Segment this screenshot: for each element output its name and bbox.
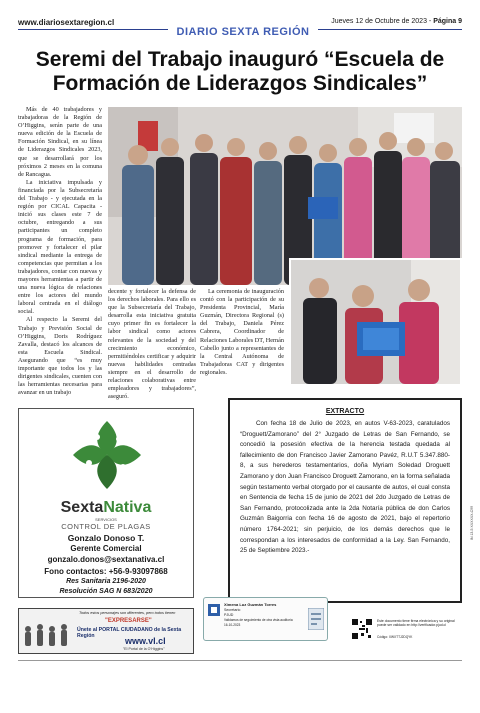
verification-qr — [351, 618, 462, 642]
sexta-nativa-ad — [18, 408, 194, 598]
paragraph: La iniciativa impulsada y financiada por la Subsecretaría del Trabajo - y ejecutada en la región por CICAL Capacita - inició sus clases este 7 de octubre, entregando a sus participantes un completo programa de formación, para promover y fortalecer el pilar sindical mediante la entrega de competencias que permitan a los trabajadores, contar con nuevas y mayores herramientas a partir de una nueva lógica de relaciones entre los actores del mundo laboral centrada en el diálogo social. — [18, 178, 102, 316]
ad-phone[interactable]: Fono contactos: +56-9-93097868 — [44, 567, 168, 576]
bottom-ad-top: Todos estos personajes son diferentes, pero todos tienen — [79, 611, 176, 615]
bottom-ad-mid: "EXPRESARSE" — [105, 618, 152, 624]
signer-date: 16-10-2023 — [224, 623, 241, 627]
portal-ciudadano-ad[interactable] — [18, 608, 194, 654]
bottom-ad-url[interactable]: www.vl.cl — [125, 636, 166, 646]
ad-services: SERVICIOS — [95, 517, 117, 522]
bottom-ad-sub: "El Portal de la O’Higgins" — [123, 647, 165, 651]
qr-note: Este documento tiene firma electrónica y su original puede ser validado en http://verificador.pjud.cl — [377, 619, 455, 628]
headline-line-2: Formación de Liderazgos Sindicales” — [52, 72, 428, 95]
signer-role: Secretario — [224, 608, 241, 612]
article-headline — [18, 48, 462, 96]
pjud-seal-icon — [208, 604, 220, 616]
headline-line-1: Seremi del Trabajo inauguró “Escuela de — [35, 48, 445, 71]
legal-extract — [228, 398, 462, 603]
signer-name: Ximena Luz Guzmán Torres — [224, 602, 277, 607]
certificate-photo-illustration — [291, 260, 460, 384]
paragraph: Más de 40 trabajadores y trabajadoras de la Región de O’Higgins, serán parte de una nueva edición de la Escuela de Formación Sindical, en su línea de Liderazgos Sindicales 2023, que se desarrollará por los próximos 2 meses en la comuna de Rancagua. — [18, 106, 102, 178]
footer-rule — [18, 660, 462, 661]
brand-part-a: Sexta — [60, 499, 104, 516]
page-header — [18, 18, 462, 44]
ad-contact-role: Gerente Comercial — [70, 544, 142, 553]
qr-code-id: Código: XWXTTJ2DQYK — [377, 635, 413, 639]
paragraph: La ceremonia de inauguración contó con la participación de su Presidenta Provincial, María Guzmán, Directora Regional (s) del Trabajo, Daniela Pérez Cabrera, Coordinador de Relaciones Laborales DT, Hernán Cabello junto a representantes de la Central Autónoma de Trabajadoras CAT y dirigentes regionales. — [200, 288, 284, 376]
paragraph: Al respecto la Seremi del Trabajo y Previsión Social de O’Higgins, Doris Rodríguez Zavalla, destacó los alcances de esta Escuela Sindical. Asegurando que “es muy importante que todos los y las dirigentes sindicales, cuenten con las herramientas necesarias para avanzar en un trabajo — [18, 316, 102, 397]
brand-part-b: Nativa — [103, 499, 152, 516]
signer-dept: PJUD — [224, 613, 234, 617]
header-date — [331, 18, 462, 25]
ad-email[interactable]: gonzalo.donos@sextanativa.cl — [47, 555, 165, 564]
ad-contact-name: Gonzalo Donoso T. — [67, 533, 145, 543]
signer-note: Validamos de seguimiento de otra vista auditoría — [224, 618, 293, 622]
extract-body: Con fecha 18 de Julio de 2023, en autos V-63-2023, caratulados “Droguett/Zamorano” del 2° Juzgado de Letras de San Fernando, se concedió la posesión efectiva de la herencia testada quedada al fallecimiento de don Francisco Javier Zamorano Pavéz, R.U.T 5.347.880-8, a sus herederos testamentarios, doña Myriam Soledad Droguett Zamorano y don Juan Francisco Droguett Zamorano, en la forma señalada según testamento verbal otorgado por el causante de autos, el cual consta en Sentencia de fecha 15 de junio de 2021 del 2do Juzgado de Letras de San Fernando, protocolizada ante la 2da Notaría pública de don Carlos Guzmán Baigorria con fecha 16 de agosto de 2021, bajo el repertorio número 1764-2021; sin perjuicio, de los demás derechos que le correspondan a los interesados de conformidad a la Ley. San Fernando, 25 de Septiembre 2023.- — [240, 420, 450, 555]
document-icon — [308, 608, 324, 630]
article-column-1 — [18, 106, 102, 402]
side-code: IN 13-5:XXXXXX-C99 — [470, 505, 474, 540]
site-url[interactable]: www.diariosextaregion.cl — [18, 18, 115, 27]
ad-res-sanitaria: Res Sanitaria 2196-2020 — [66, 578, 146, 585]
ad-tagline: CONTROL DE PLAGAS — [61, 522, 151, 531]
certificate-photo — [289, 258, 462, 386]
ad-res-sag: Resolución SAG N 683/2020 — [59, 588, 153, 595]
extract-title: EXTRACTO — [325, 408, 365, 415]
newspaper-brand: DIARIO SEXTA REGIÓN — [168, 26, 318, 38]
date-text: Jueves 12 de Octubre de 2023 - — [331, 18, 434, 25]
article-column-3 — [200, 288, 284, 398]
electronic-signature — [203, 597, 328, 641]
people-silhouettes-icon — [21, 621, 77, 653]
paragraph: decente y fortalecer la defensa de los derechos laborales. Para ello es que la Subsecretaría del Trabajo, desarrolla esta iniciativa gratuita cuyo primer fin es fortalecer la labor sindical como actores relevantes de la sociedad y del crecimiento económico, permitiéndoles certificar y adquirir nuevas habilidades centradas siempre en el desarrollo de relaciones colaborativas entre empleadores y trabajadores”, aseguró. — [108, 288, 196, 401]
leaf-logo-icon — [67, 415, 147, 495]
qr-code-icon[interactable] — [351, 618, 373, 640]
page-number: Página 9 — [433, 18, 462, 25]
article-column-2 — [108, 288, 196, 402]
bottom-ad-cta: Únete al PORTAL CIUDADANO de la Sexta Región — [77, 627, 182, 639]
ad-brand-name — [19, 499, 193, 517]
